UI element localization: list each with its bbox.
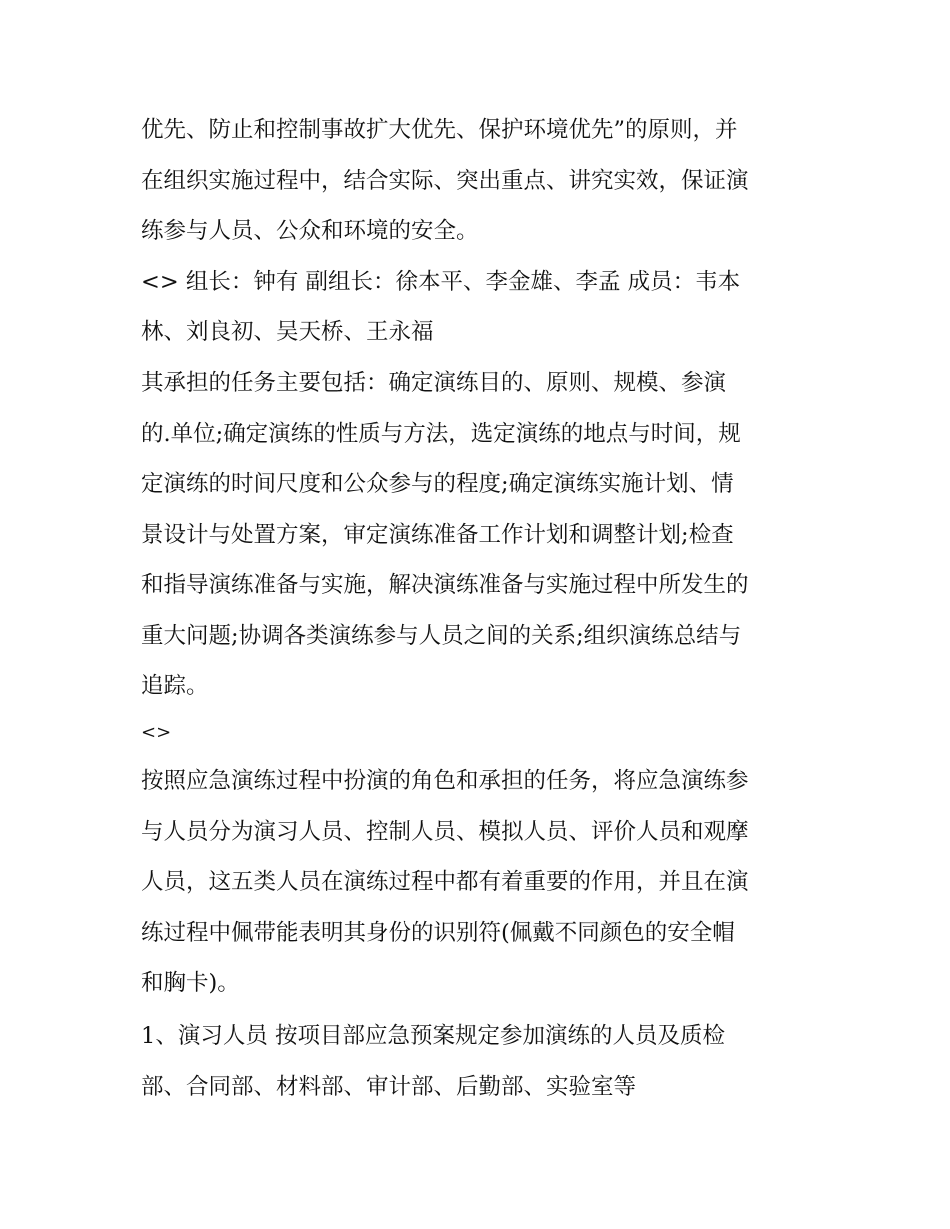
text-line: 部、合同部、材料部、审计部、后勤部、实验室等 — [141, 1074, 637, 1100]
text-line: 和胸卡)。 — [141, 970, 240, 996]
text-line: 其承担的任务主要包括：确定演练目的、原则、规模、参演 — [141, 370, 727, 396]
text-line: 与人员分为演习人员、控制人员、模拟人员、评价人员和观摩 — [141, 819, 749, 845]
text-line: 按照应急演练过程中扮演的角色和承担的任务，将应急演练参 — [141, 768, 749, 794]
text-line: 追踪。 — [141, 673, 209, 699]
text-line: 和指导演练准备与实施，解决演练准备与实施过程中所发生的 — [141, 572, 749, 598]
text-line: 1、演习人员 按项目部应急预案规定参加演练的人员及质检 — [141, 1023, 725, 1049]
text-line: 人员，这五类人员在演练过程中都有着重要的作用，并且在演 — [141, 869, 749, 895]
text-line: 定演练的时间尺度和公众参与的程度;确定演练实施计划、情 — [141, 471, 734, 497]
text-line: 优先、防止和控制事故扩大优先、保护环境优先”的原则，并 — [141, 117, 738, 143]
text-line: 练过程中佩带能表明其身份的识别符(佩戴不同颜色的安全帽 — [141, 920, 735, 946]
section-marker: <> — [141, 722, 172, 743]
text-line: 重大问题;协调各类演练参与人员之间的关系;组织演练总结与 — [141, 623, 742, 649]
text-line: <> 组长：钟有 副组长：徐本平、李金雄、李孟 成员：韦本 — [141, 269, 741, 295]
text-line: 林、刘良初、吴天桥、王永福 — [141, 319, 434, 345]
text-line: 景设计与处置方案，审定演练准备工作计划和调整计划;检查 — [141, 522, 734, 548]
text-line: 在组织实施过程中，结合实际、突出重点、讲究实效，保证演 — [141, 168, 749, 194]
text-line: 的.单位;确定演练的性质与方法，选定演练的地点与时间，规 — [141, 421, 741, 447]
text-line: 练参与人员、公众和环境的安全。 — [141, 218, 479, 244]
